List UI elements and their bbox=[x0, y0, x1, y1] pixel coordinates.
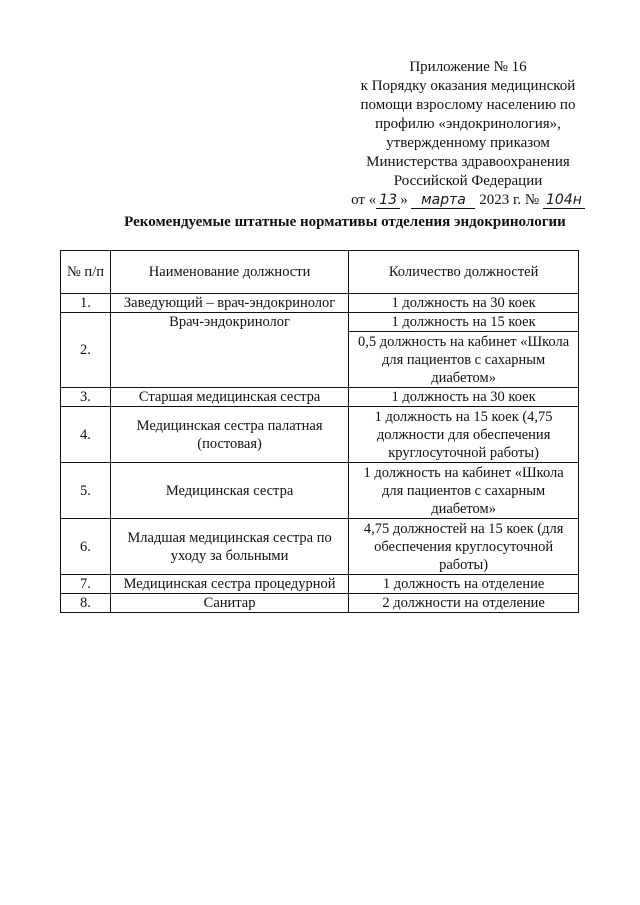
appendix-header bbox=[330, 58, 606, 210]
row-num: 6. bbox=[61, 519, 111, 575]
appendix-line: помощи взрослому населению по bbox=[360, 97, 576, 113]
row-quantity: 1 должность на кабинет «Школа для пациентов с сахарным диабетом» bbox=[349, 463, 579, 519]
row-num: 3. bbox=[61, 388, 111, 407]
row-quantity: 1 должность на 15 коек bbox=[349, 313, 579, 332]
row-position: Младшая медицинская сестра по уходу за больными bbox=[110, 519, 348, 575]
table-row bbox=[61, 407, 579, 463]
row-quantity-school: 0,5 должность на кабинет «Школа для пациентов с сахарным диабетом» bbox=[349, 332, 579, 388]
row-quantity: 1 должность на 30 коек bbox=[349, 294, 579, 313]
handwritten-month: марта bbox=[411, 193, 475, 209]
document-title: Рекомендуемые штатные нормативы отделения эндокринологии bbox=[124, 214, 566, 230]
row-position: Медицинская сестра bbox=[110, 463, 348, 519]
table-row bbox=[61, 575, 579, 594]
row-position: Заведующий – врач-эндокринолог bbox=[110, 294, 348, 313]
date-mid: » bbox=[400, 192, 408, 208]
header-num: № п/п bbox=[61, 251, 111, 294]
row-quantity: 2 должности на отделение bbox=[349, 594, 579, 613]
header-position: Наименование должности bbox=[110, 251, 348, 294]
appendix-line: Российской Федерации bbox=[393, 173, 543, 189]
row-num: 7. bbox=[61, 575, 111, 594]
staff-table bbox=[60, 250, 579, 613]
row-quantity: 1 должность на отделение bbox=[349, 575, 579, 594]
handwritten-day: 13 bbox=[376, 193, 400, 209]
row-position: Санитар bbox=[110, 594, 348, 613]
order-date-line bbox=[330, 191, 606, 210]
header-quantity: Количество должностей bbox=[349, 251, 579, 294]
table-row bbox=[61, 313, 579, 332]
row-quantity: 4,75 должностей на 15 коек (для обеспечения круглосуточной работы) bbox=[349, 519, 579, 575]
appendix-line: профилю «эндокринология», bbox=[375, 116, 561, 132]
row-num: 2. bbox=[61, 313, 111, 388]
row-num: 1. bbox=[61, 294, 111, 313]
table-row bbox=[61, 463, 579, 519]
row-num: 5. bbox=[61, 463, 111, 519]
table-row bbox=[61, 388, 579, 407]
row-position: Медицинская сестра процедурной bbox=[110, 575, 348, 594]
handwritten-order-number: 104н bbox=[543, 193, 585, 209]
year-text: 2023 г. № bbox=[479, 192, 540, 208]
date-prefix: от « bbox=[351, 192, 377, 208]
table-row bbox=[61, 594, 579, 613]
row-position: Медицинская сестра палатная (постовая) bbox=[110, 407, 348, 463]
appendix-line: утвержденному приказом bbox=[386, 135, 550, 151]
row-num: 4. bbox=[61, 407, 111, 463]
appendix-number: Приложение № 16 bbox=[409, 59, 527, 75]
row-quantity: 1 должность на 15 коек (4,75 должности для обеспечения круглосуточной работы) bbox=[349, 407, 579, 463]
appendix-line: Министерства здравоохранения bbox=[366, 154, 570, 170]
table-header-row bbox=[61, 251, 579, 294]
row-position: Врач-эндокринолог bbox=[110, 313, 348, 388]
row-num: 8. bbox=[61, 594, 111, 613]
appendix-line: к Порядку оказания медицинской bbox=[360, 78, 576, 94]
row-quantity: 1 должность на 30 коек bbox=[349, 388, 579, 407]
table-row bbox=[61, 519, 579, 575]
row-position: Старшая медицинская сестра bbox=[110, 388, 348, 407]
table-row bbox=[61, 294, 579, 313]
